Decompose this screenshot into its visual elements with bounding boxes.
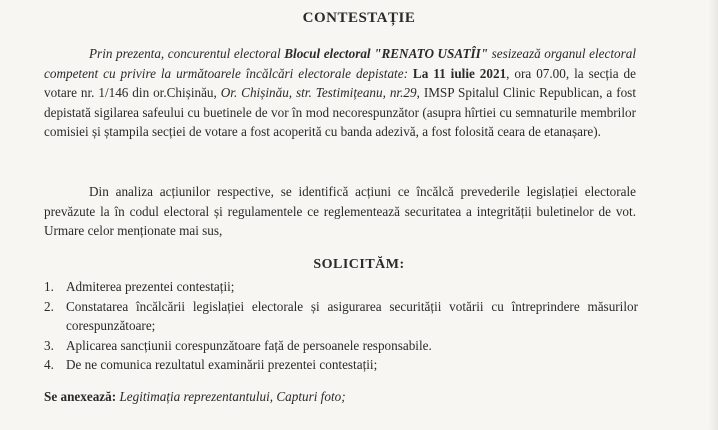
list-item-number: 2. [44, 298, 54, 314]
list-item-text: De ne comunica rezultatul examinării prezentei contestații; [66, 357, 378, 373]
request-list [44, 277, 638, 375]
list-item-number: 1. [44, 279, 54, 294]
competitor-name: Blocul electoral "RENATO USATÎI" [284, 46, 489, 61]
annex-line [44, 387, 644, 407]
intro-text-2: sesizează organul electoral competent cu privire la următoarele încălcări electorale depistate: [44, 46, 636, 81]
intro-text: Prin prezenta, concurentul electoral [89, 46, 285, 61]
incident-address: Or. Chișinău, str. Testimițeanu, nr.29 [220, 85, 417, 101]
list-item-text: Aplicarea sancțiunii corespunzătoare față de persoanele responsabile. [66, 337, 432, 353]
list-item [44, 297, 638, 336]
list-item-text: Admiterea prezentei contestații; [66, 279, 235, 294]
request-heading: SOLICITĂM: [313, 257, 405, 272]
list-item-text: Constatarea încălcării legislației electorale și asigurarea securității votării cu întreprindere măsurilor corespunzătoare; [66, 298, 638, 334]
list-item [44, 336, 638, 356]
incident-date: La 11 iulie 2021 [412, 65, 507, 81]
list-item [44, 355, 638, 375]
annex-label: Se anexează: [44, 389, 117, 404]
paragraph-analysis: Din analiza acțiunilor respective, se identifică acțiuni ce încălcă prevederile legislației electorale prevăzute la în codul electoral și regulamentele ce reglementează securitatea a integrității buletinelor de vot. Urmare celor menționate mai sus, [44, 184, 636, 239]
paragraph-complaint [44, 44, 636, 142]
list-item [44, 277, 638, 297]
scan-edge-shadow [708, 0, 718, 430]
list-item-number: 3. [44, 337, 54, 353]
incident-description: , IMSP Spitalul Clinic Republican, a fost depistată sigilarea safeului cu buetinele de vor în mod necorespunzător (asupra hîrtiei cu semnaturile membrilor comisiei și ștampila secției de votare a fost acoperită cu banda adezivă, a fost folosită ceara de etanașare). [44, 85, 636, 140]
annex-items: Legitimația reprezentantului, Capturi foto; [116, 389, 346, 404]
list-item-number: 4. [44, 357, 54, 373]
document-title: CONTESTAȚIE [302, 10, 416, 26]
incident-details: , ora 07.00, la secția de votare nr. 1/146 din or.Chișinău, [44, 65, 636, 101]
